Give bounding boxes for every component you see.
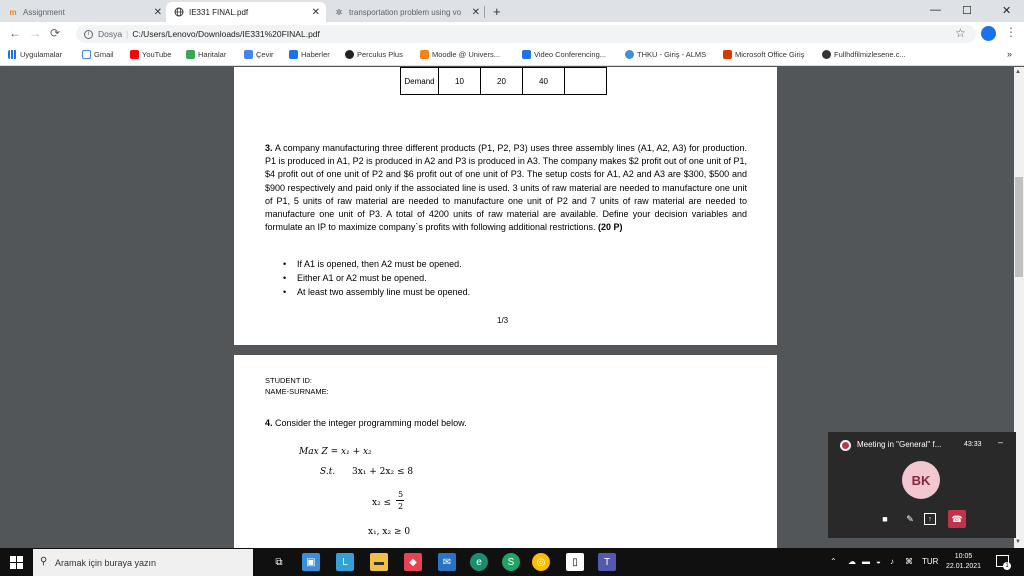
tab-strip [0, 0, 1024, 22]
microphone-off-icon[interactable]: ✎ [906, 513, 914, 524]
taskbar [0, 548, 1024, 576]
demand-value: 20 [481, 68, 523, 95]
globe-icon [174, 7, 184, 17]
clock-time: 10:05 [954, 553, 973, 560]
moodle-icon [420, 50, 429, 59]
info-icon[interactable]: i [84, 30, 93, 39]
share-screen-icon[interactable]: ↑ [924, 513, 936, 525]
demand-table [400, 67, 607, 95]
constraint-2-lhs: x₂ ≤ [372, 498, 392, 508]
demand-label: Demand [401, 68, 439, 95]
chrome-icon[interactable]: ◎ [532, 553, 550, 571]
bookmark-maps[interactable] [186, 50, 226, 59]
file-explorer-icon[interactable]: ▬ [370, 553, 388, 571]
clock-date: 22.01.2021 [946, 563, 982, 570]
demand-value: 40 [523, 68, 565, 95]
close-window-button[interactable]: ✕ [1002, 5, 1012, 17]
restrictions-list [283, 257, 470, 299]
reload-icon[interactable]: ⟳ [50, 26, 61, 40]
pdf-viewer[interactable] [0, 67, 1024, 548]
bookmark-label: Gmail [94, 50, 114, 59]
menu-kebab-icon[interactable]: ⋮ [1005, 25, 1017, 39]
tray-chevron-icon[interactable]: ⌃ [830, 557, 837, 566]
bookmark-news[interactable] [289, 50, 330, 59]
skype-icon[interactable]: S [502, 553, 520, 571]
moodle-icon: m [9, 7, 17, 17]
camera-icon[interactable]: ■ [882, 514, 888, 524]
bookmarks-overflow-button[interactable]: » [1007, 49, 1013, 59]
bookmark-gmail[interactable] [82, 50, 114, 59]
bookmark-star-icon[interactable]: ☆ [955, 26, 966, 40]
bookmarks-bar [0, 46, 1024, 66]
close-icon[interactable]: ✕ [471, 6, 480, 18]
tab-title: Assignment [23, 7, 65, 17]
bookmark-apps[interactable] [8, 50, 62, 59]
bookmark-label: THKU - Giriş - ALMS [637, 50, 707, 59]
tab-assignment[interactable] [0, 2, 168, 22]
bookmark-label: Microsoft Office Giriş [735, 50, 805, 59]
url-divider: | [126, 29, 129, 39]
new-tab-button[interactable]: + [493, 4, 501, 19]
question-text: Consider the integer programming model below. [275, 418, 467, 428]
question-points: (20 P) [598, 222, 623, 233]
teams-icon[interactable]: T [598, 553, 616, 571]
system-clock[interactable] [946, 552, 981, 572]
tab-title: transportation problem using vo [349, 7, 462, 17]
tab-ie331-final-pdf[interactable] [166, 2, 326, 22]
film-reel-icon [822, 50, 831, 59]
close-icon[interactable]: ✕ [153, 6, 162, 18]
perculus-icon [345, 50, 354, 59]
battery-icon[interactable]: ▬ [862, 557, 870, 566]
bookmark-label: Video Conferencing... [534, 50, 606, 59]
bookmark-fullhdfilm[interactable] [822, 50, 906, 59]
demand-value [565, 68, 607, 95]
globe-icon [625, 50, 634, 59]
constraint-1: 3x₁ + 2x₂ ≤ 8 [352, 467, 414, 477]
meeting-title: Meeting in "General" f... [857, 440, 942, 449]
fraction-numerator: 5 [398, 490, 404, 499]
news-icon [289, 50, 298, 59]
bookmark-label: YouTube [142, 50, 172, 59]
bookmark-label: Haritalar [198, 50, 227, 59]
google-icon [82, 50, 91, 59]
tab-title: IE331 FINAL.pdf [189, 7, 249, 17]
fraction-denominator: 2 [398, 502, 404, 511]
forward-arrow-icon[interactable]: → [29, 26, 41, 40]
search-icon: ⚲ [40, 556, 48, 567]
url-text: C:/Users/Lenovo/Downloads/IE331%20FINAL.pdf [132, 29, 320, 39]
taskbar-search-input[interactable] [33, 549, 253, 576]
table-row [401, 68, 607, 95]
bookmark-perculus[interactable] [345, 50, 403, 59]
store-icon[interactable]: ▣ [302, 553, 320, 571]
bookmark-label: Uygulamalar [20, 50, 63, 59]
bookmark-moodle[interactable] [420, 50, 500, 59]
bookmark-label: Haberler [301, 50, 330, 59]
tab-divider [484, 6, 485, 18]
address-bar[interactable] [76, 25, 976, 43]
task-view-icon[interactable]: ⧉ [275, 556, 283, 568]
avatar: BK [902, 461, 940, 499]
cloud-icon[interactable]: ☁ [848, 557, 856, 566]
list-item: • At least two assembly line must be opened. [283, 285, 470, 299]
hang-up-button[interactable]: ☎ [948, 510, 966, 528]
wifi-icon[interactable]: ◒ [876, 557, 881, 566]
tab-transportation-problem[interactable] [326, 2, 486, 22]
youtube-icon [130, 50, 139, 59]
language-indicator[interactable]: TUR [922, 557, 939, 566]
pdf-page-1 [234, 67, 777, 345]
windows-start-icon[interactable] [10, 556, 23, 569]
office-icon [723, 50, 732, 59]
page-number: 1/3 [497, 316, 509, 325]
bookmark-office[interactable] [723, 50, 804, 59]
maximize-button[interactable]: ☐ [962, 5, 972, 17]
video-icon [522, 50, 531, 59]
shield-app-icon[interactable]: ◆ [404, 553, 422, 571]
demand-value: 10 [439, 68, 481, 95]
bookmark-youtube[interactable] [130, 50, 171, 59]
question-number: 4. [265, 418, 273, 428]
translate-icon [244, 50, 253, 59]
ip-model [234, 355, 777, 548]
settings-icon: ✲ [335, 7, 343, 17]
name-surname-label: NAME-SURNAME: [265, 387, 329, 396]
app-l-icon[interactable]: L [336, 553, 354, 571]
minimize-button[interactable]: – [998, 437, 1004, 447]
list-item: • If A1 is opened, then A2 must be opened. [283, 257, 470, 271]
network-icon[interactable]: ⌘ [905, 557, 913, 566]
bookmark-label: Fullhdfilmizlesene.c... [834, 50, 906, 59]
subject-to-label: S.t. [320, 467, 336, 477]
bookmark-label: Çevir [256, 50, 274, 59]
close-icon[interactable]: ✕ [311, 6, 320, 18]
browser-toolbar [0, 22, 1024, 46]
notification-badge: 1 [1003, 562, 1011, 570]
recording-icon [840, 440, 851, 451]
teams-meeting-window[interactable] [828, 432, 1016, 538]
search-placeholder: Aramak için buraya yazın [55, 557, 157, 568]
meeting-timer: 43:33 [964, 441, 982, 448]
notification-center-icon[interactable] [996, 555, 1009, 567]
student-id-label: STUDENT ID: [265, 376, 312, 385]
fraction-bar [396, 500, 404, 501]
mail-icon[interactable]: ✉ [438, 553, 456, 571]
bookmark-label: Moodle @ Univers... [432, 50, 501, 59]
bookmark-thku[interactable] [625, 50, 706, 59]
bookmark-label: Perculus Plus [357, 50, 403, 59]
bookmark-video-conferencing[interactable] [522, 50, 606, 59]
scroll-down-icon[interactable]: ▼ [1015, 539, 1021, 545]
maps-icon [186, 50, 195, 59]
edge-icon[interactable]: e [470, 553, 488, 571]
back-arrow-icon[interactable]: ← [9, 26, 21, 40]
constraint-3: x₁, x₂ ≥ 0 [368, 527, 411, 537]
volume-icon[interactable]: ♪ [890, 557, 894, 566]
list-item: • Either A1 or A2 must be opened. [283, 271, 470, 285]
apps-grid-icon [8, 50, 17, 59]
scroll-up-icon[interactable]: ▲ [1015, 69, 1021, 75]
app-icon[interactable]: ▯ [566, 553, 584, 571]
minimize-button[interactable]: — [930, 4, 941, 16]
question-text: A company manufacturing three different products (P1, P2, P3) uses three assembly lines (A1, A2, A3) for production. P1 is produced in A1, P2 is produced in A2 and P3 is produced in A3. The company makes $2 profit out of one unit of P1, $4 profit out of one unit of P2 and $6 profit out of one unit of P3. The setup costs for A1, A2 and A3 are $300, $500 and $900 respectively and paid only if the associated line is used. 3 units of raw material are needed to manufacture one unit of P1, 5 units of raw material are needed to manufacture one unit of P2 and 7 units of raw material are needed to manufacture one unit of P3. A total of 4200 units of raw material are available. Define your decision variables and formulate an IP to maximize company`s profits with following additional restrictions. [265, 143, 747, 233]
question-3 [265, 142, 747, 234]
profile-avatar[interactable] [981, 26, 996, 41]
objective-function: Max Z = x₁ + x₂ [299, 447, 372, 457]
url-protocol: Dosya [98, 29, 123, 39]
scrollbar-thumb[interactable] [1015, 177, 1023, 277]
bookmark-translate[interactable] [244, 50, 274, 59]
question-number: 3. [265, 143, 273, 153]
pdf-page-2 [234, 355, 777, 548]
